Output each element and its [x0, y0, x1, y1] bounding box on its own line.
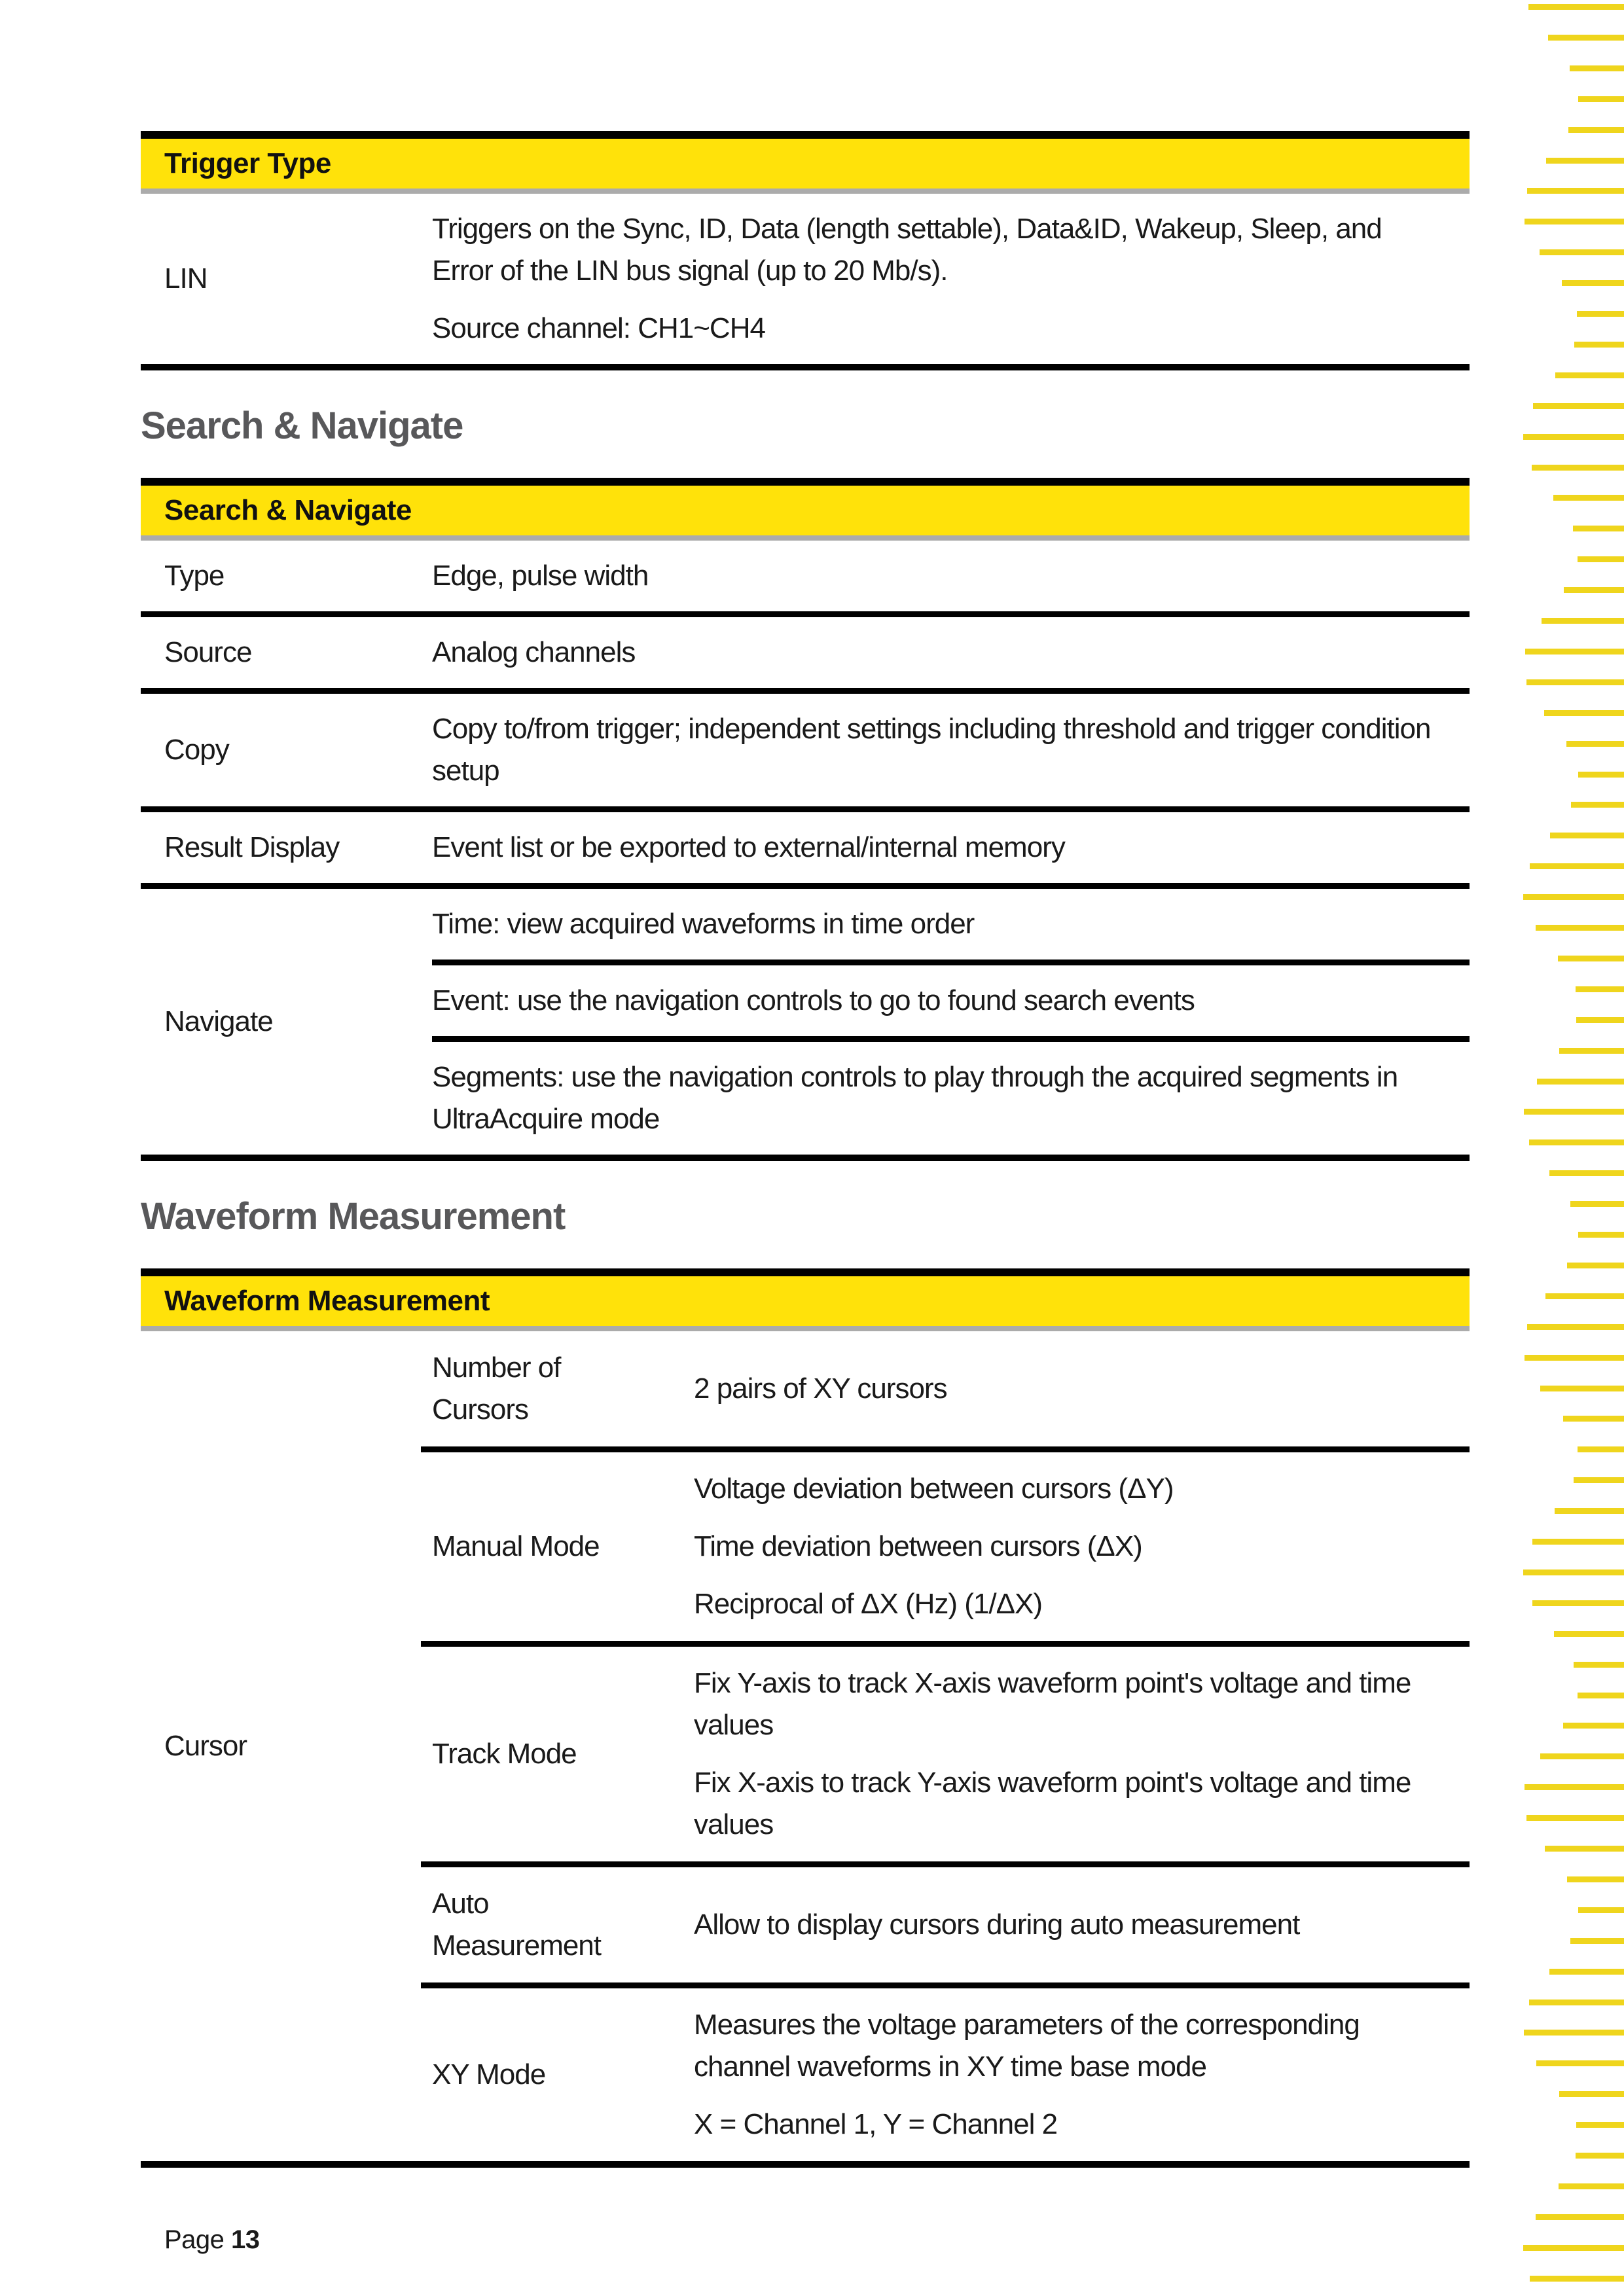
yellow-dash [1578, 1232, 1624, 1238]
yellow-dash [1578, 772, 1624, 778]
yellow-dash [1527, 1324, 1624, 1330]
sub-row-label [421, 2054, 694, 2096]
yellow-dash [1567, 1876, 1624, 1882]
yellow-dash [1536, 2214, 1624, 2220]
yellow-dash [1524, 1109, 1624, 1115]
yellow-dash [1558, 956, 1624, 961]
yellow-dash [1568, 127, 1624, 133]
yellow-dash [1567, 1263, 1624, 1268]
yellow-dash [1540, 1753, 1624, 1759]
yellow-dash [1566, 741, 1624, 747]
yellow-dash [1545, 1293, 1624, 1299]
page-footer-number: 13 [231, 2225, 260, 2254]
cursor-group-label [141, 1331, 421, 2161]
sub-row-label [421, 1733, 694, 1775]
search-navigate-table [141, 478, 1470, 1161]
cell-text: Result Display [164, 831, 340, 863]
yellow-dash [1525, 1355, 1624, 1361]
cell-text: Edge, pulse width [432, 560, 649, 592]
section-heading-search-navigate: Search & Navigate [141, 404, 463, 447]
yellow-dash [1559, 2091, 1624, 2097]
cell-text: Copy [164, 734, 229, 766]
yellow-dash [1527, 188, 1624, 194]
cell-text: Type [164, 560, 225, 592]
section-heading-waveform-measurement: Waveform Measurement [141, 1195, 566, 1238]
search-navigate-table-header: Search & Navigate [141, 486, 1470, 541]
row-label [141, 694, 432, 806]
yellow-dash [1570, 1938, 1624, 1944]
yellow-dash [1533, 403, 1624, 409]
yellow-dash [1578, 1907, 1624, 1913]
yellow-dash [1525, 1784, 1624, 1790]
yellow-dash [1544, 710, 1624, 716]
yellow-dash [1570, 65, 1624, 71]
row-description [432, 617, 1470, 688]
yellow-dash [1525, 219, 1624, 224]
page-content [141, 131, 1470, 2255]
row-label [141, 889, 432, 1155]
yellow-dash [1578, 556, 1624, 562]
cell-text: Allow to display cursors during auto measurement [694, 1909, 1300, 1941]
cursor-sub-row [421, 1982, 1470, 2161]
yellow-dash [1555, 372, 1624, 378]
cell-text: Analog channels [432, 636, 636, 668]
sub-row-description [694, 1368, 1470, 1410]
row-subrows [432, 889, 1470, 1155]
cell-text: Fix X-axis to track Y-axis waveform point's voltage and time values [694, 1767, 1411, 1840]
sub-row-description [694, 1468, 1470, 1625]
yellow-dash [1525, 649, 1624, 655]
yellow-dash [1529, 2000, 1624, 2005]
yellow-dash [1526, 679, 1624, 685]
cell-text: Fix Y-axis to track X-axis waveform point's voltage and time values [694, 1667, 1411, 1741]
yellow-dash [1553, 495, 1624, 501]
yellow-dash [1540, 249, 1624, 255]
cell-text: LIN [164, 262, 208, 295]
cell-text: Navigate [164, 1005, 273, 1037]
cursor-sub-row [421, 1446, 1470, 1641]
yellow-dash [1524, 2030, 1624, 2036]
yellow-dash [1564, 587, 1624, 593]
sub-row-label [421, 1883, 694, 1967]
cursor-sub-row [421, 1331, 1470, 1446]
yellow-dash [1528, 4, 1624, 10]
yellow-dash [1542, 618, 1624, 624]
cell-text: Voltage deviation between cursors (ΔY) [694, 1473, 1174, 1505]
cell-text: Reciprocal of ΔX (Hz) (1/ΔX) [694, 1588, 1043, 1620]
yellow-dash [1529, 1139, 1624, 1145]
yellow-dash [1523, 894, 1624, 900]
yellow-dash [1548, 35, 1624, 41]
cell-text: Source channel: CH1~CH4 [432, 312, 765, 344]
cursor-group-subrows [421, 1331, 1470, 2161]
row-label [141, 812, 432, 883]
yellow-dash [1523, 2245, 1624, 2251]
cell-text: 2 pairs of XY cursors [694, 1372, 947, 1405]
right-margin-dashes [1513, 0, 1624, 2296]
cell-text: Event list or be exported to external/internal memory [432, 831, 1065, 863]
yellow-dash [1530, 2276, 1624, 2282]
waveform-measurement-table-header: Waveform Measurement [141, 1276, 1470, 1331]
yellow-dash [1537, 1079, 1624, 1085]
yellow-dash [1574, 1477, 1624, 1483]
search-navigate-table-body [141, 541, 1470, 1155]
yellow-dash [1576, 2122, 1624, 2128]
row-label-text: Cursor [164, 1730, 247, 1762]
page-footer [141, 2225, 1470, 2255]
cell-text: X = Channel 1, Y = Channel 2 [694, 2108, 1058, 2140]
yellow-dash [1563, 1416, 1624, 1422]
row-description [432, 194, 1470, 364]
trigger-type-table-header: Trigger Type [141, 139, 1470, 194]
yellow-dash [1578, 1446, 1624, 1452]
yellow-dash [1578, 96, 1624, 102]
sub-row-label [421, 1526, 694, 1568]
table-row [141, 194, 1470, 364]
yellow-dash [1523, 434, 1624, 440]
yellow-dash [1574, 1662, 1624, 1668]
yellow-dash [1555, 1508, 1624, 1514]
yellow-dash [1550, 833, 1624, 838]
yellow-dash [1532, 465, 1624, 471]
cell-text: Event: use the navigation controls to go to found search events [432, 984, 1195, 1016]
sub-row [432, 1036, 1470, 1155]
waveform-measurement-table [141, 1268, 1470, 2168]
row-label [141, 617, 432, 688]
cursor-group-row [141, 1331, 1470, 2161]
table-row [141, 688, 1470, 806]
cell-text: Copy to/from trigger; independent settings including threshold and trigger condition setup [432, 713, 1431, 787]
cell-text: Number of Cursors [432, 1352, 561, 1426]
sub-row [432, 960, 1470, 1036]
yellow-dash [1536, 2060, 1624, 2066]
cell-text: Manual Mode [432, 1530, 600, 1562]
yellow-dash [1559, 1048, 1624, 1054]
yellow-dash [1576, 1017, 1624, 1023]
yellow-dash [1562, 280, 1624, 286]
row-label [141, 541, 432, 611]
yellow-dash [1536, 925, 1624, 931]
cell-text: Segments: use the navigation controls to play through the acquired segments in UltraAcquire mode [432, 1061, 1398, 1135]
cell-text: Auto Measurement [432, 1888, 602, 1962]
yellow-dash [1532, 1600, 1624, 1606]
sub-row-description [694, 1904, 1470, 1946]
yellow-dash [1571, 802, 1624, 808]
row-label [141, 194, 432, 364]
cell-text: XY Mode [432, 2058, 546, 2090]
yellow-dash [1559, 2183, 1624, 2189]
yellow-dash [1570, 1201, 1624, 1207]
sub-row [432, 889, 1470, 960]
yellow-dash [1549, 1170, 1624, 1176]
cell-text: Time deviation between cursors (ΔX) [694, 1530, 1142, 1562]
cursor-sub-row [421, 1641, 1470, 1861]
cell-text: Source [164, 636, 252, 668]
table-row [141, 611, 1470, 688]
sub-row-description [694, 1662, 1470, 1846]
yellow-dash [1576, 986, 1624, 992]
cursor-sub-row [421, 1861, 1470, 1982]
yellow-dash [1578, 1693, 1624, 1698]
cell-text: Triggers on the Sync, ID, Data (length settable), Data&ID, Wakeup, Sleep, and Error of the LIN bus signal (up to 20 Mb/s). [432, 213, 1382, 287]
yellow-dash [1532, 1539, 1624, 1545]
table-row [141, 541, 1470, 611]
cell-text: Track Mode [432, 1738, 577, 1770]
sub-row-label [421, 1347, 694, 1431]
row-description [432, 812, 1470, 883]
trigger-type-table [141, 131, 1470, 370]
trigger-type-table-body [141, 194, 1470, 364]
yellow-dash [1554, 1631, 1624, 1637]
table-row [141, 883, 1470, 1155]
yellow-dash [1563, 1723, 1624, 1729]
yellow-dash [1576, 2153, 1624, 2159]
table-row [141, 806, 1470, 883]
yellow-dash [1546, 158, 1624, 164]
row-description [432, 694, 1470, 806]
yellow-dash [1574, 342, 1624, 348]
yellow-dash [1573, 526, 1624, 531]
row-description [432, 541, 1470, 611]
yellow-dash [1540, 1386, 1624, 1391]
yellow-dash [1523, 1570, 1624, 1575]
yellow-dash [1549, 1969, 1624, 1975]
sub-row-description [694, 2004, 1470, 2145]
cell-text: Measures the voltage parameters of the corresponding channel waveforms in XY time base mode [694, 2009, 1360, 2083]
yellow-dash [1545, 1846, 1624, 1852]
yellow-dash [1530, 863, 1624, 869]
page-footer-label: Page [164, 2225, 225, 2254]
yellow-dash [1577, 311, 1624, 317]
yellow-dash [1526, 1815, 1624, 1821]
cell-text: Time: view acquired waveforms in time order [432, 908, 975, 940]
